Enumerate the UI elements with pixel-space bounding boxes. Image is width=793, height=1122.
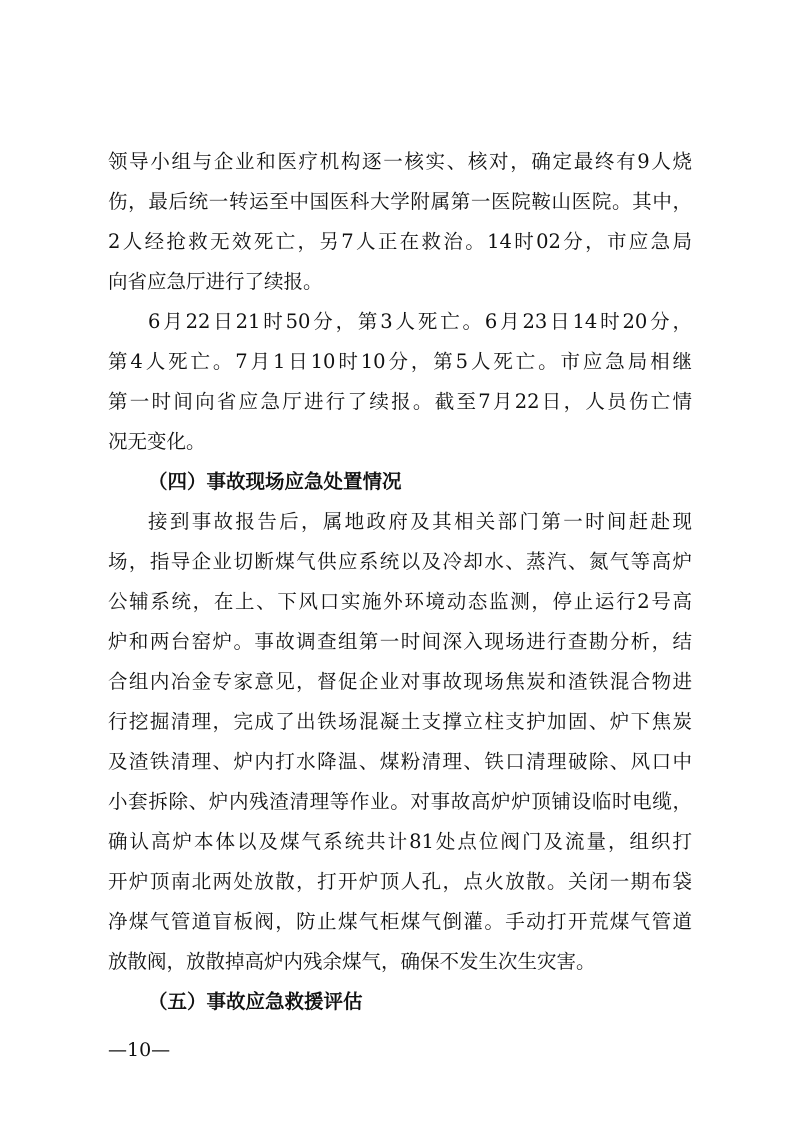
paragraph-line: 炉和两台窑炉。事故调查组第一时间深入现场进行查勘分析，结 (108, 630, 692, 653)
section-heading: （五）事故应急救援评估 (148, 990, 363, 1013)
paragraph-line: 开炉顶南北两处放散，打开炉顶人孔，点火放散。关闭一期布袋 (108, 870, 692, 893)
paragraph-line: 况无变化。 (108, 430, 206, 453)
paragraph-line: 行挖掘清理，完成了出铁场混凝土支撑立柱支护加固、炉下焦炭 (108, 710, 692, 733)
paragraph-line: 第4人死亡。7月1日10时10分，第5人死亡。市应急局相继 (108, 350, 692, 373)
paragraph-line: 领导小组与企业和医疗机构逐一核实、核对，确定最终有9人烧 (108, 150, 692, 173)
paragraph-line: 2人经抢救无效死亡，另7人正在救治。14时02分，市应急局 (108, 230, 692, 253)
paragraph-line: 净煤气管道盲板阀，防止煤气柜煤气倒灌。手动打开荒煤气管道 (108, 910, 692, 933)
paragraph-line: 场，指导企业切断煤气供应系统以及冷却水、蒸汽、氮气等高炉 (108, 550, 692, 573)
paragraph-line: 第一时间向省应急厅进行了续报。截至7月22日，人员伤亡情 (108, 390, 692, 413)
paragraph-line: 合组内冶金专家意见，督促企业对事故现场焦炭和渣铁混合物进 (108, 670, 692, 693)
paragraph-line: 接到事故报告后，属地政府及其相关部门第一时间赶赴现 (148, 510, 692, 533)
section-heading: （四）事故现场应急处置情况 (148, 470, 402, 493)
paragraph-line: 伤，最后统一转运至中国医科大学附属第一医院鞍山医院。其中， (108, 190, 692, 213)
paragraph-line: 公辅系统，在上、下风口实施外环境动态监测，停止运行2号高 (108, 590, 692, 613)
paragraph-line: 向省应急厅进行了续报。 (108, 270, 323, 293)
paragraph-line: 小套拆除、炉内残渣清理等作业。对事故高炉炉顶铺设临时电缆， (108, 790, 692, 813)
paragraph-line: 及渣铁清理、炉内打水降温、煤粉清理、铁口清理破除、风口中 (108, 750, 692, 773)
paragraph-line: 6月22日21时50分，第3人死亡。6月23日14时20分， (148, 310, 692, 333)
paragraph-line: 放散阀，放散掉高炉内残余煤气，确保不发生次生灾害。 (108, 950, 596, 973)
paragraph-line: 确认高炉本体以及煤气系统共计81处点位阀门及流量，组织打 (108, 830, 692, 853)
page-number: —10— (108, 1039, 171, 1061)
